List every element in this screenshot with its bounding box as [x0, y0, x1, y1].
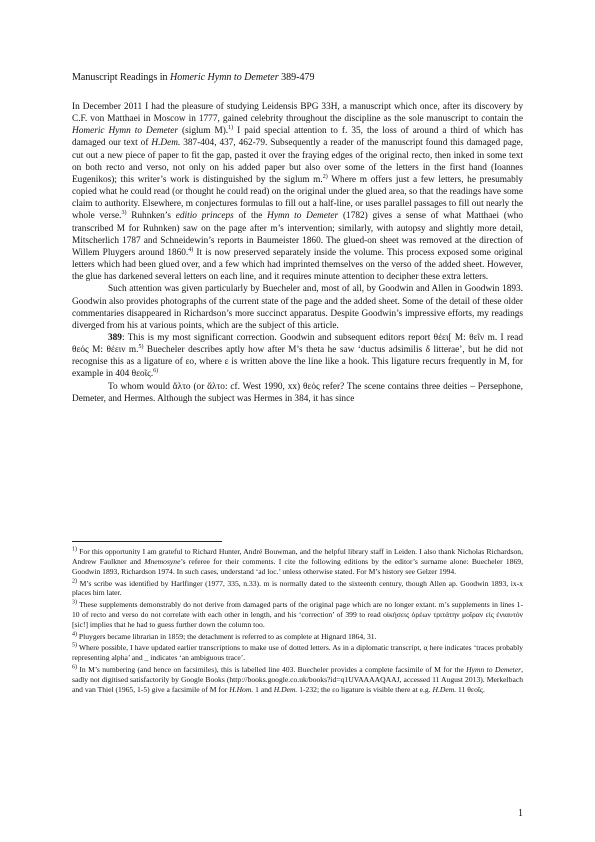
text-span: In December 2011 I had the pleasure of studying Leidensis BPG 33H, a manuscript which once, after its discovery by C.F. von Matthaei in Moscow in 1777, gained celebrity throughout the discipline as the sole manuscript to contain the — [72, 102, 523, 125]
footnote-divider — [72, 541, 222, 542]
text-span: 1 and — [253, 684, 274, 694]
text-span: For this opportunity I am grateful to Richard Hunter, André Bouwman, and the helpful library staff in Leiden. I also thank Nicholas Richardson, Andrew Faulkner and — [72, 547, 523, 566]
footnote-mark: 5) — [72, 642, 77, 649]
footnote-5 — [72, 643, 523, 663]
text-span: ’s referee for their comments. I cite the following editions by the editor’s surname alone: Buecheler 1869, Goodwin 1893, Richardson 1974. In such cases, understand ‘ad loc.’ unless otherwise stated. For M’s history see Gelzer 1994. — [72, 556, 523, 576]
footnote-1 — [72, 547, 523, 577]
footnote-mark: 1) — [72, 546, 77, 553]
italic-span: editio princeps — [175, 211, 234, 222]
footnote-4 — [72, 632, 523, 642]
text-span: Buecheler describes aptly how after M’s theta he saw ‘ductus adsimilis δ litterae’, but he did not recognise this as a ligature of εο, where ε is written above the line like a hook. This ligature recurs frequently in M, for example in 404 θεοῖς. — [72, 345, 523, 380]
italic-span: H.Dem. — [151, 138, 181, 149]
footnote-ref-5[interactable]: 5) — [138, 344, 144, 351]
page-number: 1 — [518, 808, 523, 819]
footnote-ref-2[interactable]: 2) — [322, 173, 328, 180]
paragraph-2: Such attention was given particularly by Buecheler and, most of all, by Goodwin and Allen in Goodwin 1893. Goodwin also provides photographs of the current state of the page and the added sheet. Some of the detail of these older commentaries disappeared in Richardson’s more succinct apparatus. Despite Goodwin’s impressive efforts, my readings diverged from his at various points, which are the subject of this article. — [72, 284, 523, 331]
italic-span: H.Hom. — [229, 684, 254, 694]
footnote-ref-1[interactable]: 1) — [228, 125, 234, 132]
footnote-ref-6[interactable]: 6) — [153, 368, 159, 375]
title-italic: Homeric Hymn to Demeter — [170, 72, 279, 83]
italic-span: Homeric Hymn to Demeter — [72, 126, 179, 137]
footnote-mark: 3) — [72, 599, 77, 606]
paragraph-3 — [72, 332, 523, 381]
article-title — [72, 72, 523, 84]
text-span: 11 θεοῖς. — [456, 684, 485, 694]
footnote-6 — [72, 665, 523, 695]
text-span: 1-232; the εο ligature is visible there at e.g. — [297, 684, 433, 694]
body-text — [72, 101, 523, 405]
italic-span: Hymn to Demeter — [466, 664, 522, 674]
line-number-label: 389 — [108, 332, 122, 343]
footnote-ref-3[interactable]: 3) — [121, 210, 127, 217]
title-prefix: Manuscript Readings in — [72, 72, 171, 83]
footnote-mark: 4) — [72, 631, 77, 638]
text-span: It is now preserved separately inside the volume. This process exposed some original letters which had been glued over, and a few which had imprinted themselves on the verso of the added sheet. However, the glue has darkened several letters on each line, and it requires minute attention to decipher these extra letters. — [72, 247, 523, 283]
italic-span: Hymn to Demeter — [267, 211, 339, 222]
text-span: Where possible, I have updated earlier transcriptions to make use of dotted letters. As in a diplomatic transcript, α̣ here indicates ‘traces probably representing alpha’ and _ indicates ‘an ambiguous trace’. — [72, 643, 523, 663]
paragraph-1 — [72, 101, 523, 283]
text-span: I paid special attention to f. 35, the loss of around a third of which has damaged our text of — [72, 126, 523, 149]
footnote-mark: 6) — [72, 664, 77, 671]
footnote-mark: 2) — [72, 577, 77, 584]
text-span: Where m offers just a few letters, he presumably copied what he could read (or thought he could read) on the original under the glued area, so that the readings have some claim to authority. Elsewhere, m conjectures formulas to fill out a half-line, or uses parallel passages to fill out nearly the whole verse. — [72, 174, 524, 222]
text-span: Ruhnken’s — [126, 211, 176, 222]
text-span: of the — [233, 211, 268, 222]
text-span: : This is my most significant correction. Goodwin and subsequent editors report θέει[ M: θεῖν m. I read θεός M: θέειν m. — [72, 332, 523, 356]
text-span: In M’s numbering (and hence on facsimiles), this is labelled line 403. Buecheler provides a complete facsimile of M for the — [77, 664, 467, 674]
footnote-3 — [72, 600, 523, 630]
text-span: 387-404, 437, 462-79. Subsequently a reader of the manuscript found this damaged page, cut out a new piece of paper to fit the gap, pasted it over the fraying edges of the original recto, then inked in some text on both recto and verso, not only on his added paper but also over some of the letters in the first hand (Ioannes Eugenikos); this writer’s work is distinguished by the siglum m. — [72, 138, 523, 185]
text-span: M’s scribe was identified by Harlfinger (1977, 335, n.33). m is normally dated to the sixteenth century, though Allen ap. Goodwin 1893, ix-x places him later. — [72, 578, 523, 598]
footnotes — [72, 547, 523, 696]
paragraph-4: To whom would ἄλτο (or ἄλτο: cf. West 1990, xx) θεός refer? The scene contains three deities – Persephone, Demeter, and Hermes. Although the subject was Hermes in 384, it has since — [72, 381, 523, 404]
text-span: , sadly not digitised satisfactorily by Google Books (http://books.google.co.uk/books?id=q1UVAAAAQAAJ, accessed 11 August 2013). Merkelbach and van Thiel (1965, 1-5) give a facsimile of M for — [72, 664, 524, 694]
footnote-2 — [72, 579, 523, 599]
italic-span: H.Dem. — [432, 684, 457, 694]
page-content — [72, 72, 523, 405]
text-span: (siglum M). — [178, 126, 229, 137]
text-span: Pluygers became librarian in 1859; the detachment is referred to as complete at Hignard 1864, 31. — [77, 631, 377, 641]
italic-span: H.Dem. — [273, 684, 298, 694]
footnote-ref-4[interactable]: 4) — [188, 246, 194, 253]
text-span: (1782) gives a sense of what Matthaei (who transcribed M for Ruhnken) saw on the page after m’s intervention; similarly, with autopsy and slightly more detail, Mitscherlich 1787 and Schneidewin’s reports in Baumeister 1860. The glued-on sheet was removed at the direction of Willem Pluygers around 1860. — [72, 211, 524, 258]
italic-span: Mnemosyne — [144, 556, 181, 566]
title-suffix: 389-479 — [278, 72, 315, 83]
text-span: These supplements demonstrably do not derive from damaged parts of the original page which are no longer extant. m’s supplements in lines 1-10 of recto and verso do not correlate with each other in length, and his ‘correction’ of 399 to read οἰκήσεις ὀρέων τριτάτην μοῖραν εἰς ἐνιαυτόν [sic!] implies that he had to guess further down the column too. — [72, 600, 523, 629]
